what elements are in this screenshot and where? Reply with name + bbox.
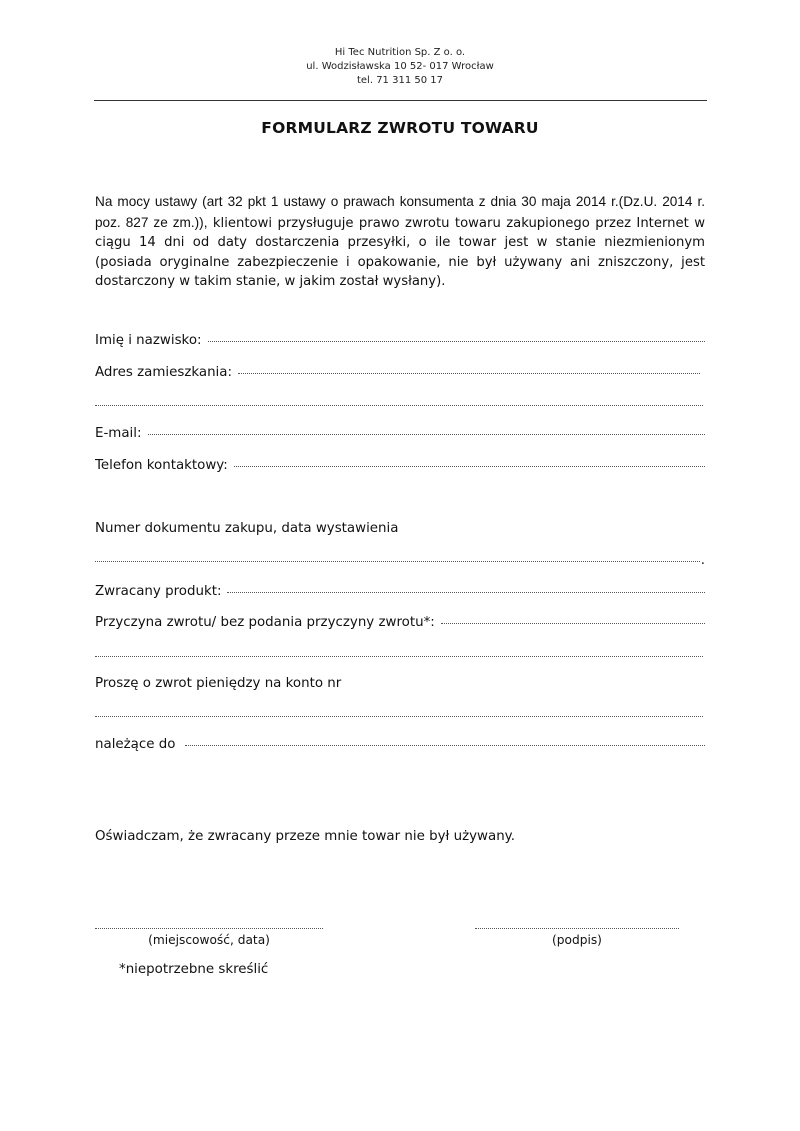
company-phone: tel. 71 311 50 17: [356, 75, 443, 86]
account-owner-line[interactable]: [185, 743, 705, 746]
product-field[interactable]: [95, 584, 705, 599]
address-line[interactable]: [238, 371, 700, 374]
refund-label: Proszę o zwrot pieniędzy na konto nr: [95, 676, 342, 691]
header-divider: [94, 100, 707, 101]
declaration-text: Oświadczam, że zwracany przeze mnie towar nie był używany.: [95, 829, 515, 844]
account-owner-field[interactable]: [95, 737, 705, 752]
signature-caption: (podpis): [552, 933, 602, 947]
product-label: Zwracany produkt:: [95, 584, 222, 599]
place-date-caption: (miejscowość, data): [148, 933, 270, 947]
phone-field[interactable]: [95, 458, 705, 473]
account-owner-label: należące do: [95, 737, 176, 752]
name-label: Imię i nazwisko:: [95, 333, 202, 348]
document-label: Numer dokumentu zakupu, data wystawienia: [95, 521, 399, 536]
product-line[interactable]: [227, 590, 705, 593]
address-field[interactable]: [95, 365, 700, 380]
page-title: FORMULARZ ZWROTU TOWARU: [261, 119, 539, 137]
intro-legal-basis: Na mocy ustawy (art 32 pkt 1 ustawy o prawach konsumenta z dnia 30 maja 2014 r.(Dz.U. 2014 r. poz. 827 ze zm.)),: [95, 194, 705, 230]
intro-paragraph: [95, 192, 705, 292]
document-line[interactable]: [95, 559, 700, 562]
footnote: *niepotrzebne skreślić: [119, 962, 269, 977]
email-label: E-mail:: [95, 426, 142, 441]
place-date-line[interactable]: [95, 928, 323, 929]
document-line-end: .: [700, 553, 705, 568]
company-name: Hi Tec Nutrition Sp. Z o. o.: [334, 47, 466, 58]
email-field[interactable]: [95, 426, 705, 441]
signature-line[interactable]: [475, 928, 679, 929]
reason-label: Przyczyna zwrotu/ bez podania przyczyny zwrotu*:: [95, 615, 435, 630]
address-label: Adres zamieszkania:: [95, 365, 232, 380]
email-line[interactable]: [148, 432, 706, 435]
document-field[interactable]: [95, 553, 705, 568]
reason-line-2[interactable]: [95, 656, 703, 657]
company-header: [0, 46, 800, 88]
phone-label: Telefon kontaktowy:: [95, 458, 228, 473]
company-address: ul. Wodzisławska 10 52- 017 Wrocław: [306, 61, 494, 72]
account-number-line[interactable]: [95, 716, 703, 717]
name-line[interactable]: [208, 339, 705, 342]
reason-field[interactable]: [95, 615, 705, 630]
intro-body: klientowi przysługuje prawo zwrotu towaru zakupionego przez Internet w ciągu 14 dni od daty dostarczenia przesyłki, o ile towar jest w stanie niezmienionym (posiada oryginalne zabezpieczenie i opakowanie, nie był używany ani zniszczony, jest dostarczony w takim stanie, w jakim został wysłany).: [95, 215, 705, 290]
reason-line[interactable]: [441, 621, 705, 624]
address-line-2[interactable]: [95, 405, 703, 406]
name-field[interactable]: [95, 333, 705, 348]
phone-line[interactable]: [234, 464, 705, 467]
